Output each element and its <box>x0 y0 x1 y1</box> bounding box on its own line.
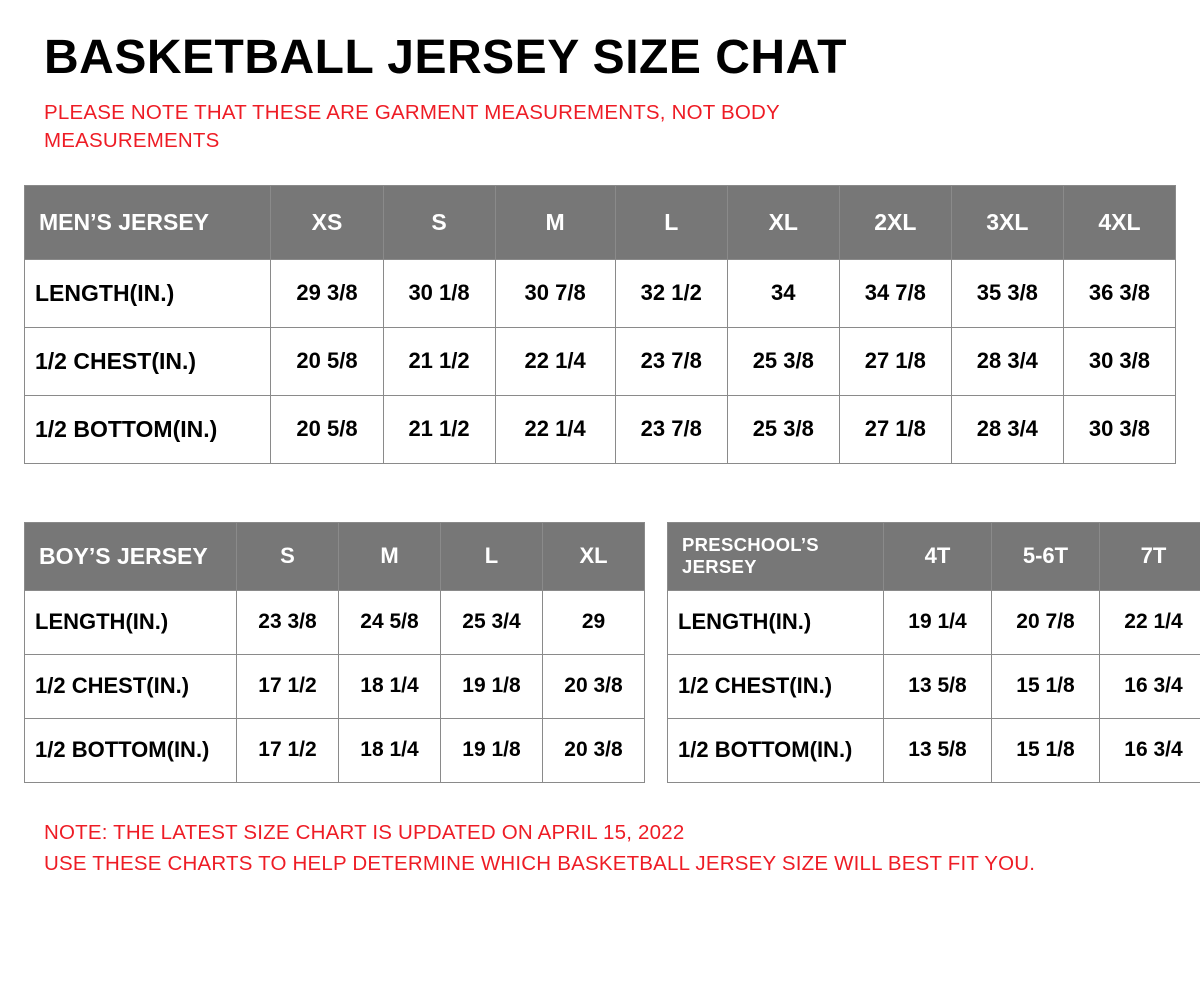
cell: 15 1/8 <box>992 718 1100 782</box>
cell: 27 1/8 <box>839 395 951 463</box>
column-header: 3XL <box>951 185 1063 259</box>
row-label: 1/2 CHEST(IN.) <box>668 654 884 718</box>
table-row <box>25 590 645 654</box>
page-title: BASKETBALL JERSEY SIZE CHAT <box>44 31 847 84</box>
cell: 15 1/8 <box>992 654 1100 718</box>
row-label: 1/2 CHEST(IN.) <box>25 654 237 718</box>
mens-corner-label: MEN’S JERSEY <box>25 185 271 259</box>
cell: 13 5/8 <box>884 654 992 718</box>
column-header: L <box>441 522 543 590</box>
column-header: M <box>339 522 441 590</box>
table-header-row <box>25 522 645 590</box>
cell: 23 7/8 <box>615 327 727 395</box>
cell: 21 1/2 <box>383 327 495 395</box>
row-label: 1/2 BOTTOM(IN.) <box>668 718 884 782</box>
column-header: M <box>495 185 615 259</box>
row-label: 1/2 CHEST(IN.) <box>25 327 271 395</box>
cell: 21 1/2 <box>383 395 495 463</box>
column-header: XL <box>543 522 645 590</box>
cell: 20 3/8 <box>543 654 645 718</box>
cell: 23 3/8 <box>237 590 339 654</box>
cell: 19 1/4 <box>884 590 992 654</box>
table-row <box>25 395 1176 463</box>
cell: 36 3/8 <box>1063 259 1175 327</box>
cell: 32 1/2 <box>615 259 727 327</box>
cell: 25 3/8 <box>727 395 839 463</box>
row-label: 1/2 BOTTOM(IN.) <box>25 718 237 782</box>
cell: 19 1/8 <box>441 718 543 782</box>
cell: 22 1/4 <box>495 395 615 463</box>
cell: 35 3/8 <box>951 259 1063 327</box>
cell: 18 1/4 <box>339 654 441 718</box>
cell: 13 5/8 <box>884 718 992 782</box>
boys-corner-label: BOY’S JERSEY <box>25 522 237 590</box>
column-header: 4T <box>884 522 992 590</box>
cell: 17 1/2 <box>237 718 339 782</box>
cell: 30 3/8 <box>1063 395 1175 463</box>
cell: 19 1/8 <box>441 654 543 718</box>
cell: 25 3/8 <box>727 327 839 395</box>
cell: 20 5/8 <box>271 395 383 463</box>
table-row <box>668 654 1200 718</box>
lower-tables-section <box>24 522 1183 783</box>
column-header: S <box>237 522 339 590</box>
column-header: 7T <box>1100 522 1200 590</box>
column-header: XS <box>271 185 383 259</box>
table-row <box>25 259 1176 327</box>
footer-note-update: NOTE: THE LATEST SIZE CHART IS UPDATED ON APRIL 15, 2022 <box>44 820 685 844</box>
table-row <box>668 590 1200 654</box>
cell: 20 3/8 <box>543 718 645 782</box>
cell: 16 3/4 <box>1100 718 1200 782</box>
cell: 20 5/8 <box>271 327 383 395</box>
cell: 30 7/8 <box>495 259 615 327</box>
mens-jersey-table <box>24 185 1176 464</box>
preschool-jersey-table <box>667 522 1200 783</box>
table-row <box>25 718 645 782</box>
row-label: LENGTH(IN.) <box>25 259 271 327</box>
preschool-corner-label: PRESCHOOL’S JERSEY <box>668 522 884 590</box>
column-header: L <box>615 185 727 259</box>
row-label: 1/2 BOTTOM(IN.) <box>25 395 271 463</box>
cell: 28 3/4 <box>951 395 1063 463</box>
column-header: S <box>383 185 495 259</box>
table-row <box>25 654 645 718</box>
cell: 18 1/4 <box>339 718 441 782</box>
table-row <box>25 327 1176 395</box>
table-header-row <box>668 522 1200 590</box>
table-row <box>668 718 1200 782</box>
column-header: 5-6T <box>992 522 1100 590</box>
row-label: LENGTH(IN.) <box>668 590 884 654</box>
cell: 29 <box>543 590 645 654</box>
cell: 28 3/4 <box>951 327 1063 395</box>
cell: 20 7/8 <box>992 590 1100 654</box>
mens-jersey-table-wrapper <box>24 185 1160 464</box>
column-header: 2XL <box>839 185 951 259</box>
table-header-row <box>25 185 1176 259</box>
cell: 34 7/8 <box>839 259 951 327</box>
footer-note-usage: USE THESE CHARTS TO HELP DETERMINE WHICH BASKETBALL JERSEY SIZE WILL BEST FIT YOU. <box>44 852 1036 876</box>
column-header: XL <box>727 185 839 259</box>
footer-notes <box>44 817 1160 881</box>
cell: 22 1/4 <box>495 327 615 395</box>
cell: 17 1/2 <box>237 654 339 718</box>
cell: 27 1/8 <box>839 327 951 395</box>
column-header: 4XL <box>1063 185 1175 259</box>
cell: 24 5/8 <box>339 590 441 654</box>
cell: 30 1/8 <box>383 259 495 327</box>
row-label: LENGTH(IN.) <box>25 590 237 654</box>
cell: 23 7/8 <box>615 395 727 463</box>
cell: 16 3/4 <box>1100 654 1200 718</box>
boys-jersey-table <box>24 522 645 783</box>
cell: 29 3/8 <box>271 259 383 327</box>
cell: 25 3/4 <box>441 590 543 654</box>
cell: 34 <box>727 259 839 327</box>
garment-measurement-note: PLEASE NOTE THAT THESE ARE GARMENT MEASUREMENTS, NOT BODY MEASUREMENTS <box>44 101 780 152</box>
cell: 30 3/8 <box>1063 327 1175 395</box>
cell: 22 1/4 <box>1100 590 1200 654</box>
